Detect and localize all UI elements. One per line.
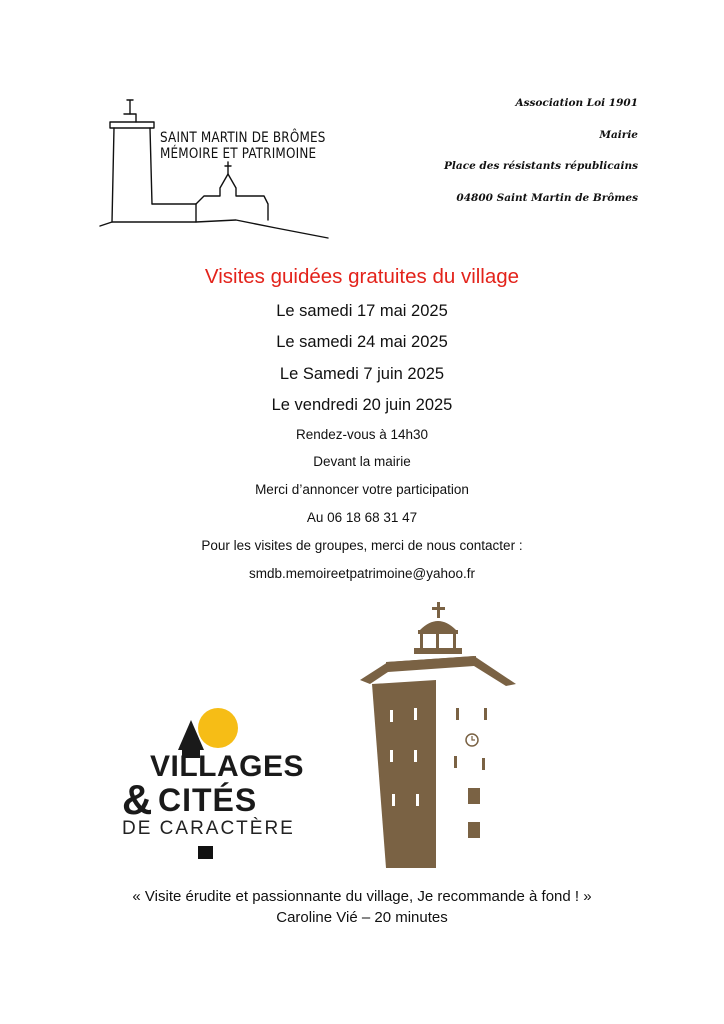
tower-illustration: [356, 600, 526, 870]
association-line: Mairie: [599, 128, 638, 141]
phone-number[interactable]: Au 06 18 68 31 47: [306, 510, 418, 525]
meeting-time: Rendez-vous à 14h30: [295, 427, 429, 442]
association-line: Association Loi 1901: [515, 97, 638, 109]
association-line: Place des résistants républicains: [444, 160, 638, 172]
participation-note: Merci d’annoncer votre participation: [255, 482, 469, 497]
testimonial: [0, 886, 724, 928]
meeting-place: Devant la mairie: [313, 454, 411, 469]
groups-note: Pour les visites de groupes, merci de nous contacter :: [201, 538, 523, 553]
visit-date: Le samedi 24 mai 2025: [276, 333, 448, 351]
logo-wordmark: [160, 130, 326, 162]
cites-word: CITÉS: [158, 782, 258, 818]
square-mark: [198, 846, 213, 859]
logo-line2: MÉMOIRE ET PATRIMOINE: [160, 146, 317, 162]
association-address: [378, 88, 638, 214]
sun-icon: [198, 708, 238, 748]
association-line: 04800 Saint Martin de Brômes: [456, 191, 638, 204]
visit-date: Le vendredi 20 juin 2025: [271, 396, 453, 414]
quote-author: Caroline Vié – 20 minutes: [276, 909, 448, 926]
email-link[interactable]: smdb.memoireetpatrimoine@yahoo.fr: [248, 566, 476, 581]
page-title: Visites guidées gratuites du village: [204, 265, 520, 288]
ampersand: &: [122, 776, 153, 823]
villages-cites-logo: [120, 706, 310, 866]
visit-date: Le Samedi 7 juin 2025: [279, 365, 445, 383]
logo-line1: SAINT MARTIN DE BRÔMES: [160, 130, 326, 146]
visit-date: Le samedi 17 mai 2025: [276, 302, 448, 320]
caractere-word: DE CARACTÈRE: [122, 818, 295, 839]
quote-text: « Visite érudite et passionnante du village, Je recommande à fond ! »: [132, 888, 592, 905]
villages-word: VILLAGES: [150, 750, 305, 783]
memoire-patrimoine-logo: [96, 92, 336, 242]
